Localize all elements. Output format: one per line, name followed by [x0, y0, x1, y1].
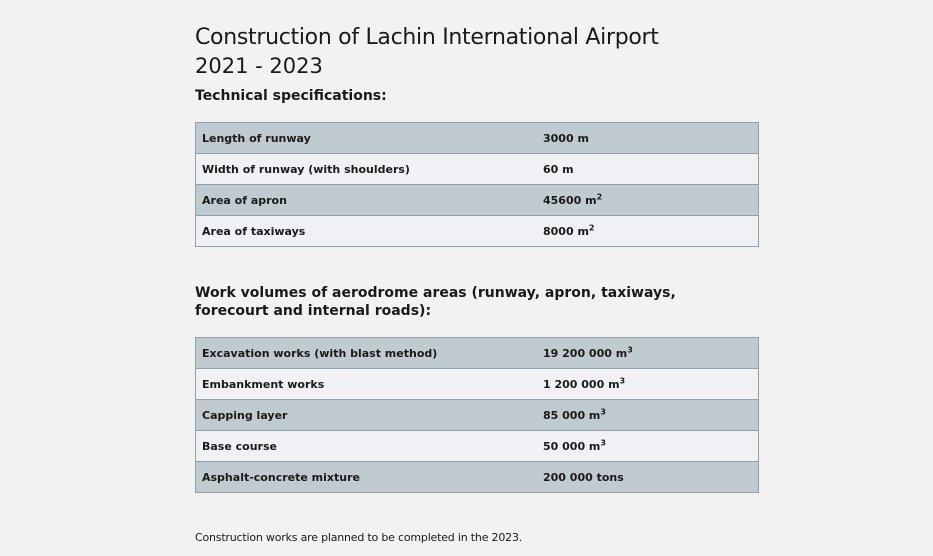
page-title: Construction of Lachin International Airport [195, 25, 659, 50]
row-value: 200 000 tons [537, 462, 759, 493]
row-label: Asphalt-concrete mixture [196, 462, 538, 493]
row-label: Area of taxiways [196, 216, 538, 247]
row-label: Capping layer [196, 400, 538, 431]
row-value: 85 000 $m^3$ [537, 400, 759, 431]
work-volumes-heading: Work volumes of aerodrome areas (runway, apron, taxiways, forecourt and internal roads): [195, 285, 676, 319]
project-years: 2021 - 2023 [195, 54, 323, 78]
table-row [196, 216, 759, 247]
row-label: Embankment works [196, 369, 538, 400]
work-volumes-table [195, 337, 759, 493]
table-row [196, 123, 759, 154]
row-value: 1 200 000 $m^3$ [537, 369, 759, 400]
row-value: 19 200 000 $m^3$ [537, 338, 759, 369]
row-label: Width of runway (with shoulders) [196, 154, 538, 185]
table-row [196, 431, 759, 462]
row-label: Base course [196, 431, 538, 462]
row-label: Length of runway [196, 123, 538, 154]
table-row [196, 185, 759, 216]
table-row [196, 462, 759, 493]
table-row [196, 154, 759, 185]
row-value: 50 000 $m^3$ [537, 431, 759, 462]
row-value: 60 m [537, 154, 759, 185]
table-row [196, 369, 759, 400]
table-row [196, 400, 759, 431]
spec-table [195, 122, 759, 247]
completion-note: Construction works are planned to be completed in the 2023. [195, 531, 523, 544]
table-row [196, 338, 759, 369]
row-value: 45600 $m^2$ [537, 185, 759, 216]
row-label: Excavation works (with blast method) [196, 338, 538, 369]
spec-heading: Technical specifications: [195, 88, 387, 104]
row-value: 8000 $m^2$ [537, 216, 759, 247]
row-label: Area of apron [196, 185, 538, 216]
row-value: 3000 m [537, 123, 759, 154]
